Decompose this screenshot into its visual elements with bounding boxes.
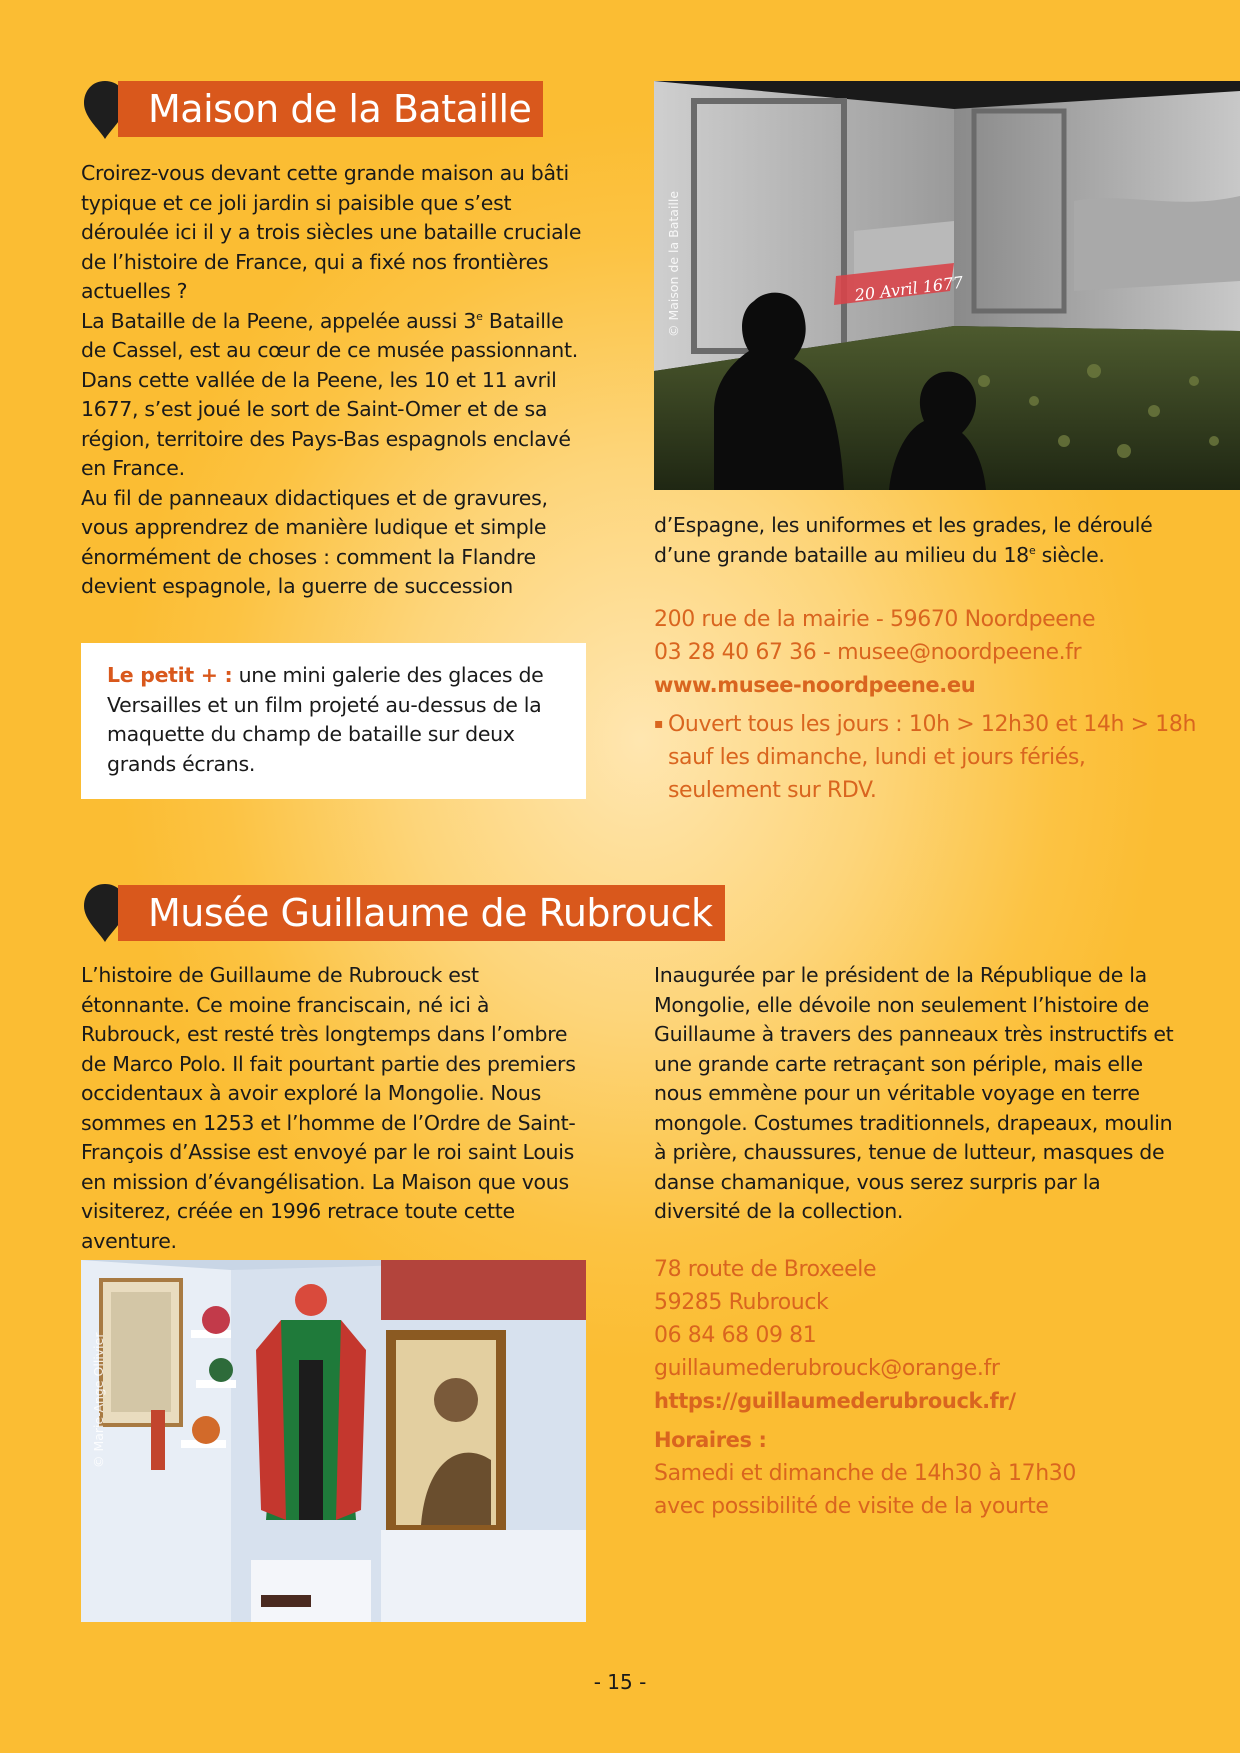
website-link[interactable]: www.musee-noordpeene.eu bbox=[654, 673, 976, 697]
collection-photo bbox=[81, 1260, 586, 1622]
museum-photo-image bbox=[654, 81, 1240, 490]
section-title: Maison de la Bataille bbox=[130, 81, 543, 137]
photo-credit: © Marie-Ange Ollivier bbox=[91, 1332, 106, 1468]
paragraph: La Bataille de la Peene, appelée aussi 3e Bataille de Cassel, est au cœur de ce musée passionnant. Dans cette vallée de la Peene, les 10 et 11 avril 1677, s’est joué le sort de Saint-Omer et de sa région, territoire des Pays-Bas espagnols enclavé en France. bbox=[81, 308, 578, 480]
paragraph: Croirez-vous devant cette grande maison au bâti typique et ce joli jardin si paisible que s’est déroulée ici il y a trois siècles une bataille cruciale de l’histoire de France, qui a fixé nos frontières actuelles ? bbox=[81, 161, 582, 303]
tip-label: Le petit + : bbox=[107, 663, 233, 687]
photo-credit: © Maison de la Bataille bbox=[666, 190, 681, 337]
section-body-right: Inaugurée par le président de la République de la Mongolie, elle dévoile non seulement l’histoire de Guillaume à travers des panneaux très instructifs et une grande carte retraçant son périple, mais elle nous emmène pour un véritable voyage en terre mongole. Costumes traditionnels, drapeaux, moulin à prière, chaussures, tenue de lutteur, masques de danse chamanique, vous serez surpris par la diversité de la collection. bbox=[654, 963, 1174, 1223]
section-body-left: L’histoire de Guillaume de Rubrouck est étonnante. Ce moine franciscain, né ici à Rubrouck, est resté très longtemps dans l’ombre de Marco Polo. Il fait pourtant partie des premiers occidentaux à avoir exploré la Mongolie. Nous sommes en 1253 et l’homme de l’Ordre de Saint-François d’Assise est envoyé par le roi saint Louis en mission d’évangélisation. La Maison que vous visiterez, créée en 1996 retrace toute cette aventure. bbox=[81, 963, 576, 1253]
collection-photo-image bbox=[81, 1260, 586, 1622]
tip-text: Le petit + : une mini galerie des glaces de Versailles et un film projeté au-dessus de la maquette du champ de bataille sur deux grands écrans. bbox=[107, 663, 544, 776]
section-body-continuation: d’Espagne, les uniformes et les grades, le déroulé d’une grande bataille au milieu du 18e siècle. bbox=[654, 513, 1153, 567]
hours-label: Horaires : bbox=[654, 1428, 767, 1452]
phone: 06 84 68 09 81 bbox=[654, 1323, 817, 1348]
bullet-icon: ▪ bbox=[654, 716, 664, 732]
title-bar-stub bbox=[118, 885, 130, 941]
phone-email: 03 28 40 67 36 - musee@noordpeene.fr bbox=[654, 640, 1082, 665]
tip-box bbox=[81, 643, 586, 799]
address: 200 rue de la mairie - 59670 Noordpeene bbox=[654, 607, 1096, 632]
page-number: - 15 - bbox=[593, 1670, 647, 1694]
photo-banner-text: 20 Avril 1677 bbox=[853, 272, 965, 305]
title-bar-stub bbox=[118, 81, 130, 137]
email[interactable]: guillaumederubrouck@orange.fr bbox=[654, 1356, 1000, 1381]
address-line: 78 route de Broxeele bbox=[654, 1257, 877, 1282]
section-body-text bbox=[81, 159, 591, 602]
hours-line: avec possibilité de visite de la yourte bbox=[654, 1494, 1049, 1519]
museum-photo bbox=[654, 81, 1240, 490]
paragraph: Au fil de panneaux didactiques et de gravures, vous apprendrez de manière ludique et simple énormément de choses : comment la Flandre devient espagnole, la guerre de succession bbox=[81, 485, 548, 598]
address-line: 59285 Rubrouck bbox=[654, 1290, 829, 1315]
opening-hours: ▪ Ouvert tous les jours : 10h > 12h30 et 14h > 18h sauf les dimanche, lundi et jours fériés, seulement sur RDV. bbox=[654, 708, 1199, 807]
hours-line: Samedi et dimanche de 14h30 à 17h30 bbox=[654, 1461, 1076, 1486]
section-title: Musée Guillaume de Rubrouck bbox=[130, 885, 725, 941]
contact-info bbox=[654, 1253, 1240, 1523]
website-link[interactable]: https://guillaumederubrouck.fr/ bbox=[654, 1389, 1016, 1413]
contact-info bbox=[654, 603, 1240, 807]
